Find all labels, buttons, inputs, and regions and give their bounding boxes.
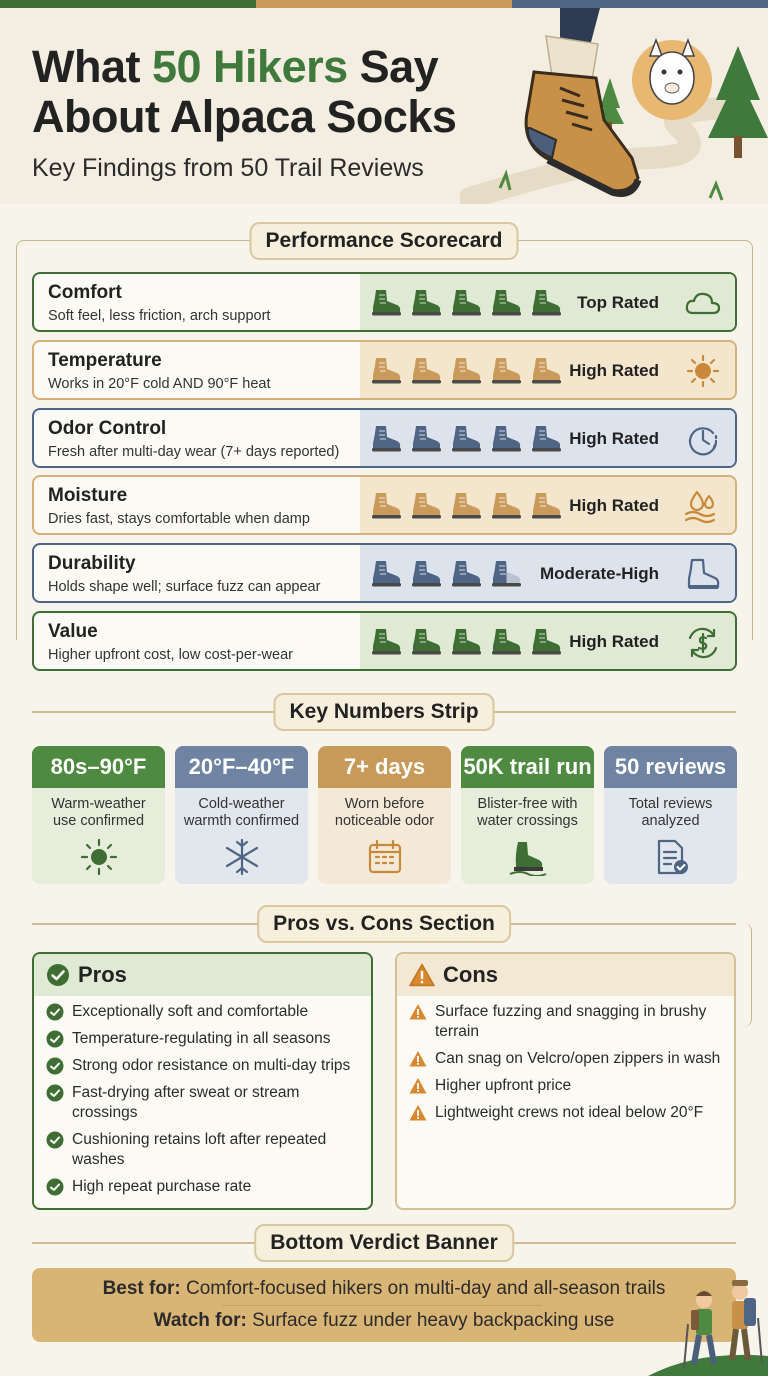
boot-rating-icon xyxy=(530,356,562,384)
hiking-scene-illustration xyxy=(460,8,768,204)
dollar-cycle-icon xyxy=(683,624,723,660)
boot-icon xyxy=(683,556,723,592)
boot-rating-icon xyxy=(450,424,482,452)
score-row-rating-area xyxy=(360,477,735,533)
boot-rating-icon xyxy=(490,491,522,519)
key-number-caption: Total reviews analyzed xyxy=(628,796,713,829)
warning-icon xyxy=(409,1003,427,1021)
verdict-separator xyxy=(222,1305,542,1306)
check-circle-icon xyxy=(46,1003,64,1021)
boot-rating-icon xyxy=(410,491,442,519)
score-row-text xyxy=(34,342,360,398)
key-number-caption: Blister-free with water crossings xyxy=(477,796,578,829)
cons-title: Cons xyxy=(443,962,498,987)
key-number-value: 80s–90°F xyxy=(32,746,165,788)
boot-rating-icon xyxy=(490,288,522,316)
check-circle-icon xyxy=(46,963,70,987)
rating-label: High Rated xyxy=(569,428,659,448)
cons-list xyxy=(397,996,734,1123)
boot-rating xyxy=(370,288,562,316)
score-name: Odor Control xyxy=(48,417,167,439)
score-row-odor-control xyxy=(32,408,737,468)
check-circle-icon xyxy=(46,1084,64,1102)
boot-rating-icon xyxy=(370,627,402,655)
boot-rating-icon xyxy=(370,559,402,587)
boot-rating-icon xyxy=(450,356,482,384)
score-row-rating-area xyxy=(360,410,735,466)
pro-item: Exceptionally soft and comfortable xyxy=(46,1002,359,1022)
boot-rating-icon xyxy=(410,559,442,587)
rating-label: High Rated xyxy=(569,632,659,651)
sun-icon xyxy=(79,838,119,876)
boot-rating-icon xyxy=(370,288,402,316)
cons-header xyxy=(397,954,734,996)
score-row-value xyxy=(32,611,737,671)
warning-icon xyxy=(409,1077,427,1095)
pro-item: Temperature-regulating in all seasons xyxy=(46,1029,359,1049)
verdict-watch-for: Watch for: Surface fuzz under heavy backpacking use xyxy=(153,1310,615,1331)
boot-rating-icon xyxy=(450,491,482,519)
verdict-banner xyxy=(32,1268,736,1342)
calendar-icon xyxy=(365,838,405,876)
page-subtitle: Key Findings from 50 Trail Reviews xyxy=(32,154,424,182)
score-row-comfort xyxy=(32,272,737,332)
pros-list xyxy=(34,996,371,1197)
boot-rating-icon xyxy=(490,424,522,452)
score-row-text xyxy=(34,410,360,466)
rating-label: Top Rated xyxy=(577,293,659,312)
key-number-caption: Cold-weather warmth confirmed xyxy=(183,796,300,829)
check-circle-icon xyxy=(46,1178,64,1196)
score-name: Value xyxy=(48,621,98,642)
key-number-card xyxy=(318,746,451,884)
boot-rating xyxy=(370,491,562,519)
snowflake-icon xyxy=(222,838,262,876)
document-check-icon xyxy=(651,838,691,876)
pro-item: High repeat purchase rate xyxy=(46,1177,359,1197)
boot-rating-icon xyxy=(490,356,522,384)
boot-rating xyxy=(370,627,562,655)
boot-rating-icon xyxy=(410,424,442,452)
boot-rating-icon xyxy=(530,288,562,316)
score-row-text xyxy=(34,613,360,669)
top-color-bar xyxy=(0,0,768,8)
boot-rating-icon xyxy=(450,627,482,655)
warning-icon xyxy=(409,1104,427,1122)
score-name: Durability xyxy=(48,553,136,575)
boot-rating-icon xyxy=(530,491,562,519)
boot-rating-half-icon xyxy=(490,559,522,587)
header xyxy=(0,8,768,204)
check-circle-icon xyxy=(46,1057,64,1075)
pros-header xyxy=(34,954,371,996)
con-item: Higher upfront price xyxy=(409,1076,722,1096)
check-circle-icon xyxy=(46,1131,64,1149)
page-title: What 50 Hikers Say About Alpaca Socks xyxy=(32,41,457,142)
trail-shoe-icon xyxy=(508,838,548,876)
sun-snow-icon xyxy=(683,353,723,389)
numbers-heading: Key Numbers Strip xyxy=(273,693,494,731)
boot-rating-icon xyxy=(370,356,402,384)
score-row-rating-area xyxy=(360,342,735,398)
key-number-card xyxy=(32,746,165,884)
boot-rating-icon xyxy=(490,627,522,655)
verdict-heading: Bottom Verdict Banner xyxy=(254,1224,514,1262)
boot-rating-icon xyxy=(410,356,442,384)
warning-icon xyxy=(409,1050,427,1068)
score-row-temperature xyxy=(32,340,737,400)
key-number-card xyxy=(175,746,308,884)
score-row-text xyxy=(34,545,360,601)
con-item: Can snag on Velcro/open zippers in wash xyxy=(409,1049,722,1069)
clock-icon xyxy=(683,421,723,457)
score-row-rating-area xyxy=(360,545,735,601)
score-desc: Dries fast, stays comfortable when damp xyxy=(48,511,310,528)
boot-rating-icon xyxy=(450,288,482,316)
key-number-value: 50 reviews xyxy=(604,746,737,788)
boot-rating xyxy=(370,356,562,384)
key-number-card xyxy=(604,746,737,884)
key-number-value: 20°F–40°F xyxy=(175,746,308,788)
cloud-icon xyxy=(683,285,723,321)
pro-item: Strong odor resistance on multi-day trips xyxy=(46,1056,359,1076)
score-desc: Fresh after multi-day wear (7+ days reported) xyxy=(48,443,340,460)
key-number-caption: Warm-weather use confirmed xyxy=(51,796,146,829)
boot-rating-icon xyxy=(530,424,562,452)
score-row-text xyxy=(34,274,360,330)
score-name: Moisture xyxy=(48,485,128,507)
score-desc: Soft feel, less friction, arch support xyxy=(48,308,271,324)
boot-rating-icon xyxy=(370,424,402,452)
pros-title: Pros xyxy=(78,962,127,987)
boot-rating-icon xyxy=(530,627,562,655)
score-row-rating-area xyxy=(360,613,735,669)
score-row-durability xyxy=(32,543,737,603)
score-desc: Holds shape well; surface fuzz can appear xyxy=(48,579,321,596)
score-name: Temperature xyxy=(48,349,162,371)
score-name: Comfort xyxy=(48,282,122,303)
boot-rating xyxy=(370,559,522,587)
key-number-value: 7+ days xyxy=(318,746,451,788)
verdict-best-for: Best for: Comfort-focused hikers on multi-day and all-season trails xyxy=(102,1278,666,1299)
key-number-card xyxy=(461,746,594,884)
score-row-rating-area xyxy=(360,274,735,330)
warning-icon xyxy=(409,963,435,987)
score-row-moisture xyxy=(32,475,737,535)
key-number-caption: Worn before noticeable odor xyxy=(334,796,435,829)
key-number-value: 50K trail run xyxy=(461,746,594,788)
boot-rating-icon xyxy=(410,627,442,655)
pro-item: Cushioning retains loft after repeated washes xyxy=(46,1130,359,1170)
score-row-text xyxy=(34,477,360,533)
scorecard-heading: Performance Scorecard xyxy=(250,222,519,260)
boot-rating-icon xyxy=(370,491,402,519)
droplets-icon xyxy=(683,488,723,524)
boot-rating-icon xyxy=(410,288,442,316)
pros-panel xyxy=(32,952,373,1210)
rating-label: High Rated xyxy=(569,360,659,380)
pro-item: Fast-drying after sweat or stream crossings xyxy=(46,1083,359,1123)
con-item: Lightweight crews not ideal below 20°F xyxy=(409,1103,722,1123)
boot-rating xyxy=(370,424,562,452)
boot-rating-icon xyxy=(450,559,482,587)
check-circle-icon xyxy=(46,1030,64,1048)
rating-label: High Rated xyxy=(569,496,659,516)
con-item: Surface fuzzing and snagging in brushy terrain xyxy=(409,1002,722,1042)
score-desc: Higher upfront cost, low cost-per-wear xyxy=(48,647,293,663)
rating-label: Moderate-High xyxy=(540,564,659,584)
hikers-illustration xyxy=(648,1280,768,1376)
score-desc: Works in 20°F cold AND 90°F heat xyxy=(48,375,271,392)
cons-panel xyxy=(395,952,736,1210)
proscons-heading: Pros vs. Cons Section xyxy=(257,905,511,943)
